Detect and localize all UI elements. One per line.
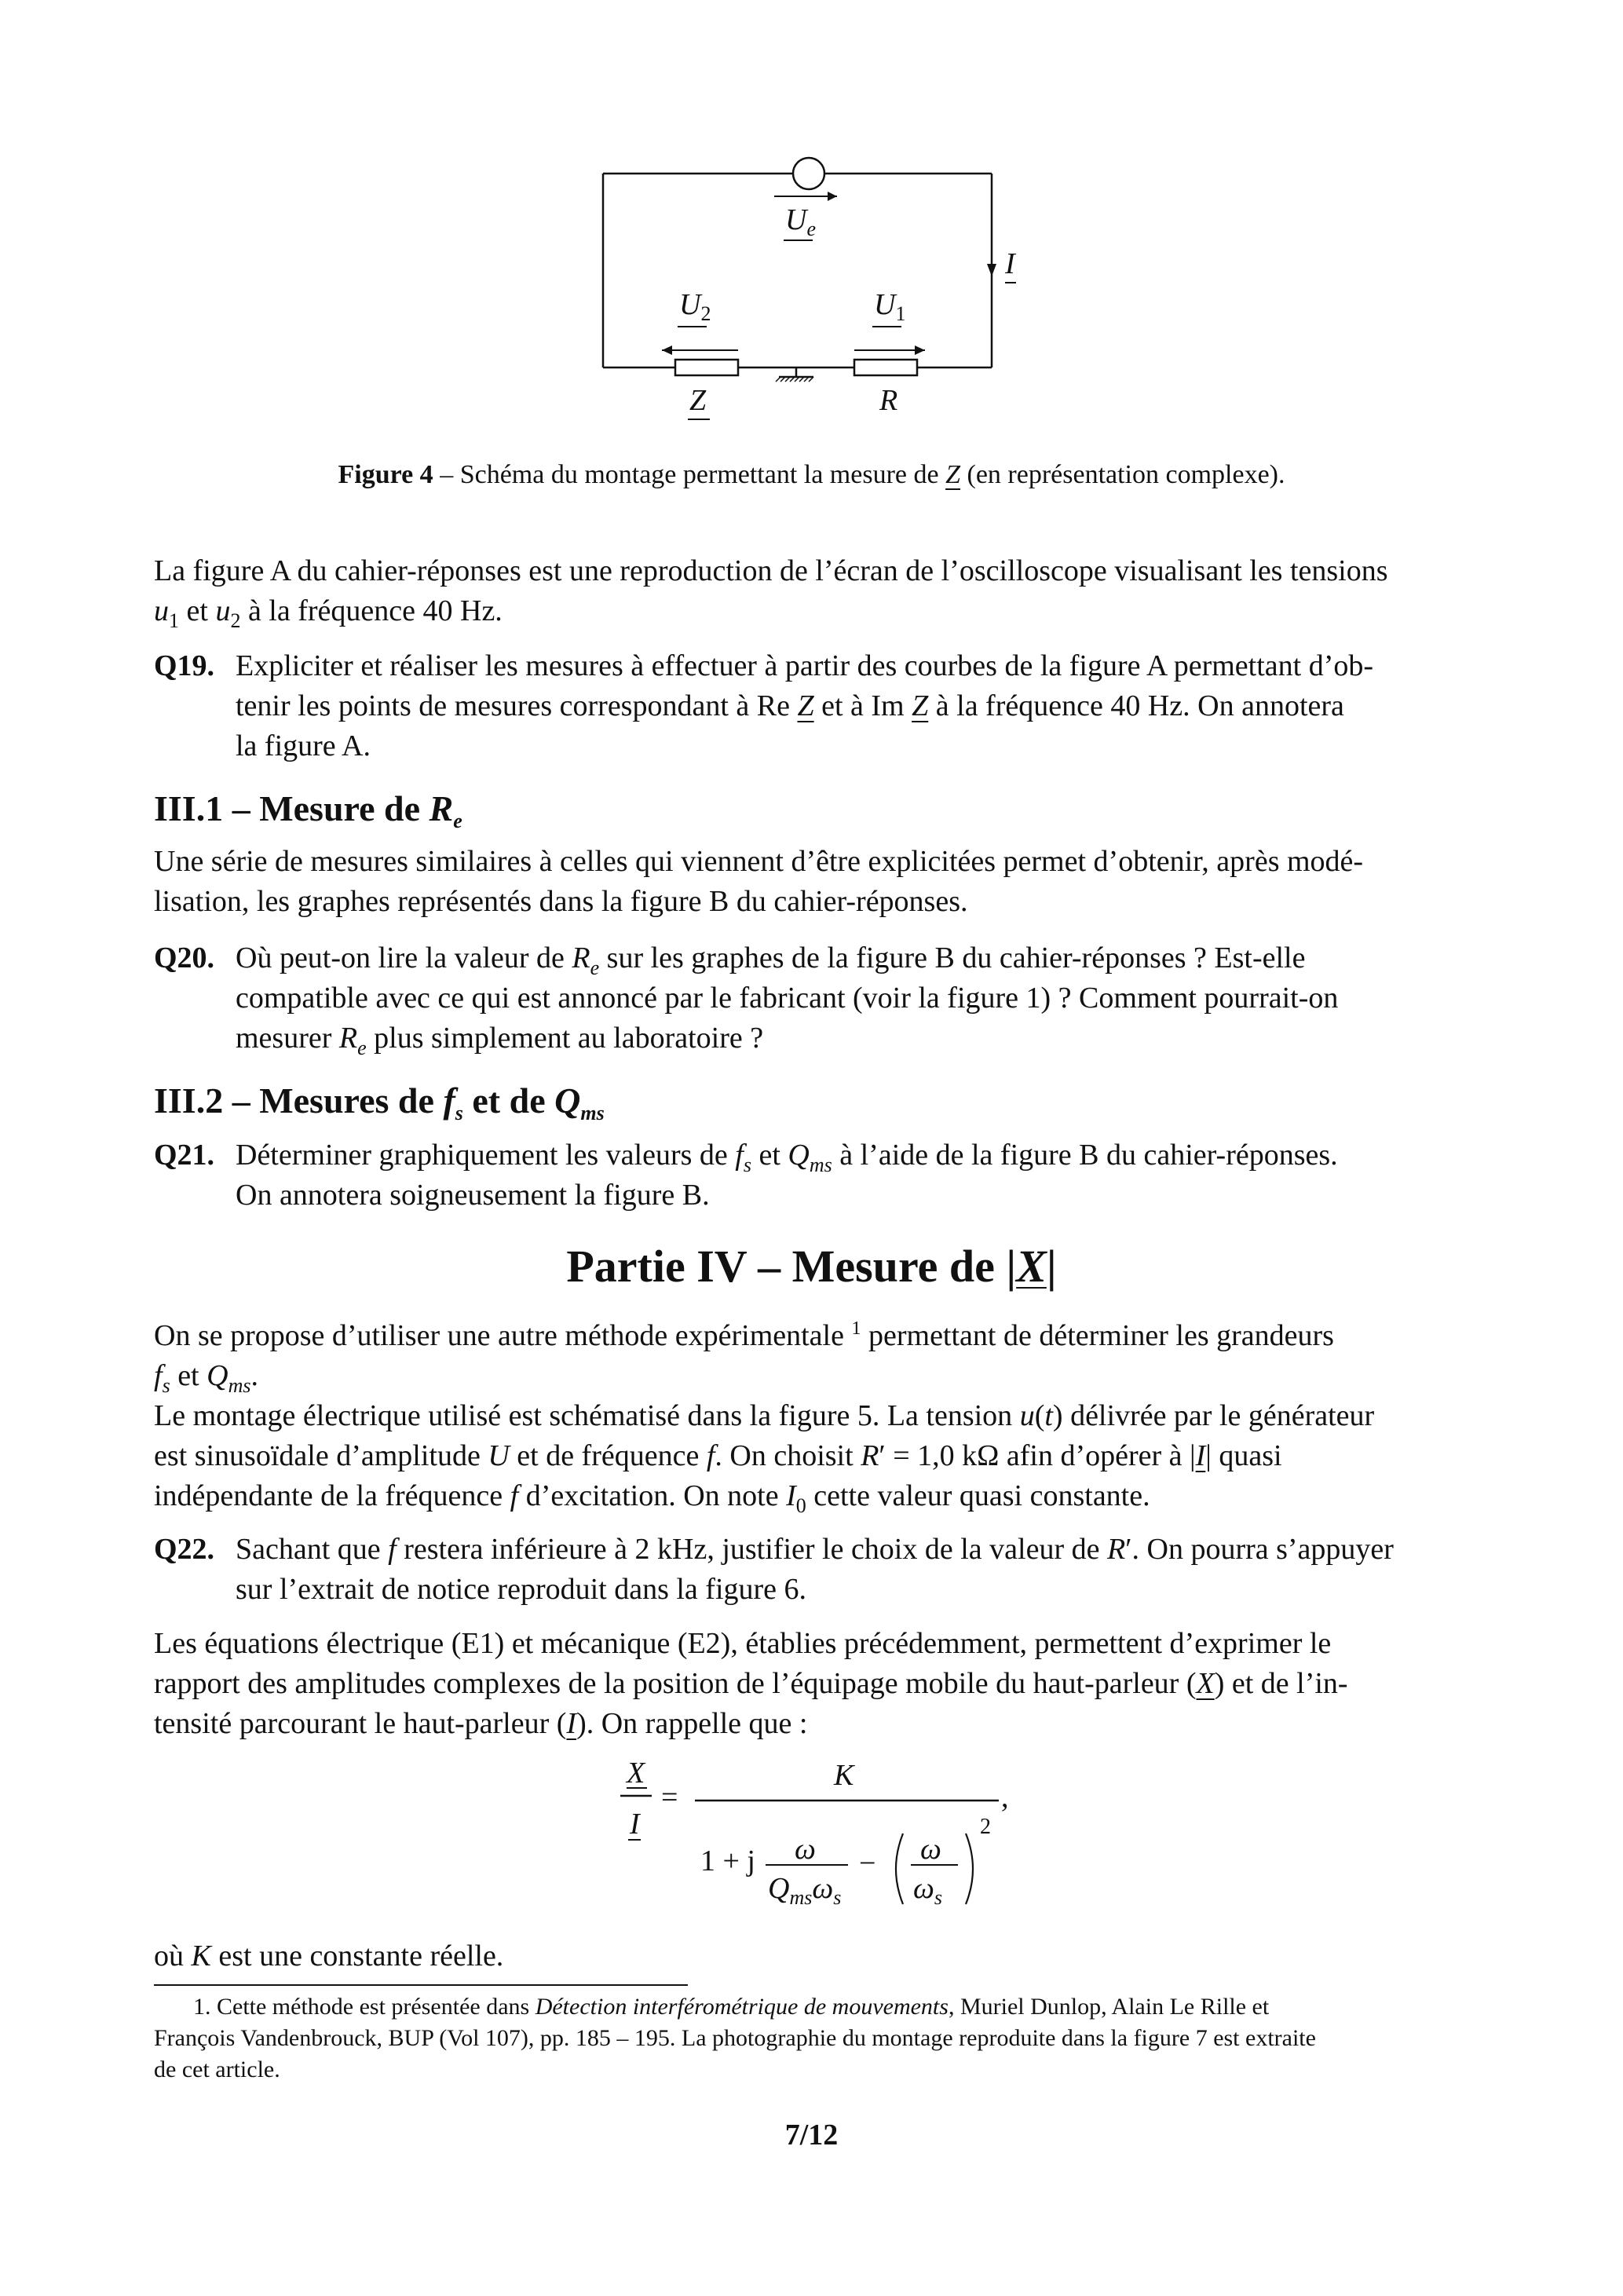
svg-text:X: X [627, 1757, 645, 1790]
outro-line: où K est une constante réelle. [154, 1940, 504, 1972]
z-label: Z [689, 384, 707, 417]
svg-text:ωs: $\omega_s$ [913, 1872, 942, 1909]
section-iii-1-title: III.1 – Mesure de $R_e$ [154, 788, 462, 832]
u2-label: $U_2$ [679, 288, 711, 325]
ue-label: $U_e$ [785, 203, 816, 240]
equations-paragraph: Les équations électrique (E1) et mécanique (E2), établies précédemment, permettent d’exprimer le rapport des amplitudes complexes de la position de l’équipage mobile du haut-parleur (X) et de l’in- tensité parcourant le haut-parleur (I). On rappelle que : [154, 1627, 1348, 1740]
footnote-separator [154, 1984, 688, 1986]
q21-body: Déterminer graphiquement les valeurs de $f_s$ et $Q_{ms}$ à l’aide de la figure B du cahier-réponses. On annotera soigneusement la figure B. [236, 1139, 1338, 1212]
page-number: 7/12 [784, 2119, 839, 2152]
figure-4-circuit [550, 141, 1099, 432]
q19-label: Q19. [154, 649, 215, 682]
section-iii-1-paragraph: Une série de mesures similaires à celles qui viennent d’être explicitées permet d’obtenir, après modé- lisation, les graphes représentés dans la figure B du cahier-réponses. [154, 845, 1364, 918]
svg-text:ω: ω [795, 1833, 816, 1866]
i-label: I [1005, 247, 1015, 280]
q20-label: Q20. [154, 941, 215, 974]
q20-body: Où peut-on lire la valeur de $R_e$ sur les graphes de la figure B du cahier-réponses ? Est-elle compatible avec ce qui est annoncé par le fabricant (voir la figure 1) ? Comment pourrait-on mesurer $R_e$ plus simplement au laboratoire ? [236, 941, 1339, 1059]
q22-body: Sachant que f restera inférieure à 2 kHz, justifier le choix de la valeur de R′. On pourra s’appuyer sur l’extrait de notice reproduit dans la figure 6. [236, 1533, 1394, 1606]
intro-paragraph: La figure A du cahier-réponses est une reproduction de l’écran de l’oscilloscope visualisant les tensions $u_1$ et $u_2$ à la fréquence 40 Hz. [154, 554, 1388, 632]
part-iv-title: Partie IV – Mesure de |X| [566, 1241, 1057, 1292]
svg-text:I: I [630, 1808, 640, 1841]
resistor-r-box [854, 360, 917, 375]
svg-text:−: − [859, 1847, 876, 1880]
r-label: R [879, 384, 898, 417]
svg-text:K: K [834, 1759, 854, 1792]
footnote: 1. Cette méthode est présentée dans Détection interférométrique de mouvements, Muriel Dunlop, Alain Le Rille et François Vandenbrouck, BUP (Vol 107), pp. 185 – 195. La photographie du montage reproduite dans la figure 7 est extraite de cet article. [154, 1994, 1316, 2082]
current-arrow [987, 264, 996, 276]
transfer-function-equation [612, 1747, 1052, 1928]
svg-text:1 + j: 1 + j [700, 1844, 755, 1877]
svg-text:Qmsωs: $Q_{ms}\omega_s$ [768, 1872, 842, 1909]
part-iv-paragraph: On se propose d’utiliser une autre méthode expérimentale $^1$ permettant de déterminer les grandeurs $f_s$ et $Q_{ms}$. Le montage électrique utilisé est schématisé dans la figure 5. La tension u(t) délivrée par le générateur est sinusoïdale d’amplitude U et de fréquence f. On choisit R′ = 1,0 kΩ afin d’opérer à |I| quasi indépendante de la fréquence f d’excitation. On note $I_0$ cette valeur quasi constante. [154, 1318, 1375, 1517]
u1-label: $U_1$ [874, 288, 906, 325]
generator-symbol [793, 158, 824, 189]
svg-text:,: , [1001, 1781, 1009, 1814]
q22-label: Q22. [154, 1533, 215, 1566]
q19-body: Expliciter et réaliser les mesures à effectuer à partir des courbes de la figure A permettant d’ob- tenir les points de mesures correspondant à Re Z et à Im Z à la fréquence 40 Hz. On annotera la figure A. [236, 649, 1374, 762]
impedance-z-box [675, 360, 738, 375]
svg-text:=: = [661, 1781, 678, 1814]
svg-text:ω: ω [920, 1833, 941, 1866]
svg-text:2: 2 [980, 1815, 991, 1839]
q21-label: Q21. [154, 1139, 215, 1172]
figure-4-caption: Figure 4 – Schéma du montage permettant la mesure de Z (en représentation complexe). [338, 460, 1285, 489]
section-iii-2-title: III.2 – Mesures de $f_s$ et de $Q_{ms}$ [154, 1080, 605, 1124]
